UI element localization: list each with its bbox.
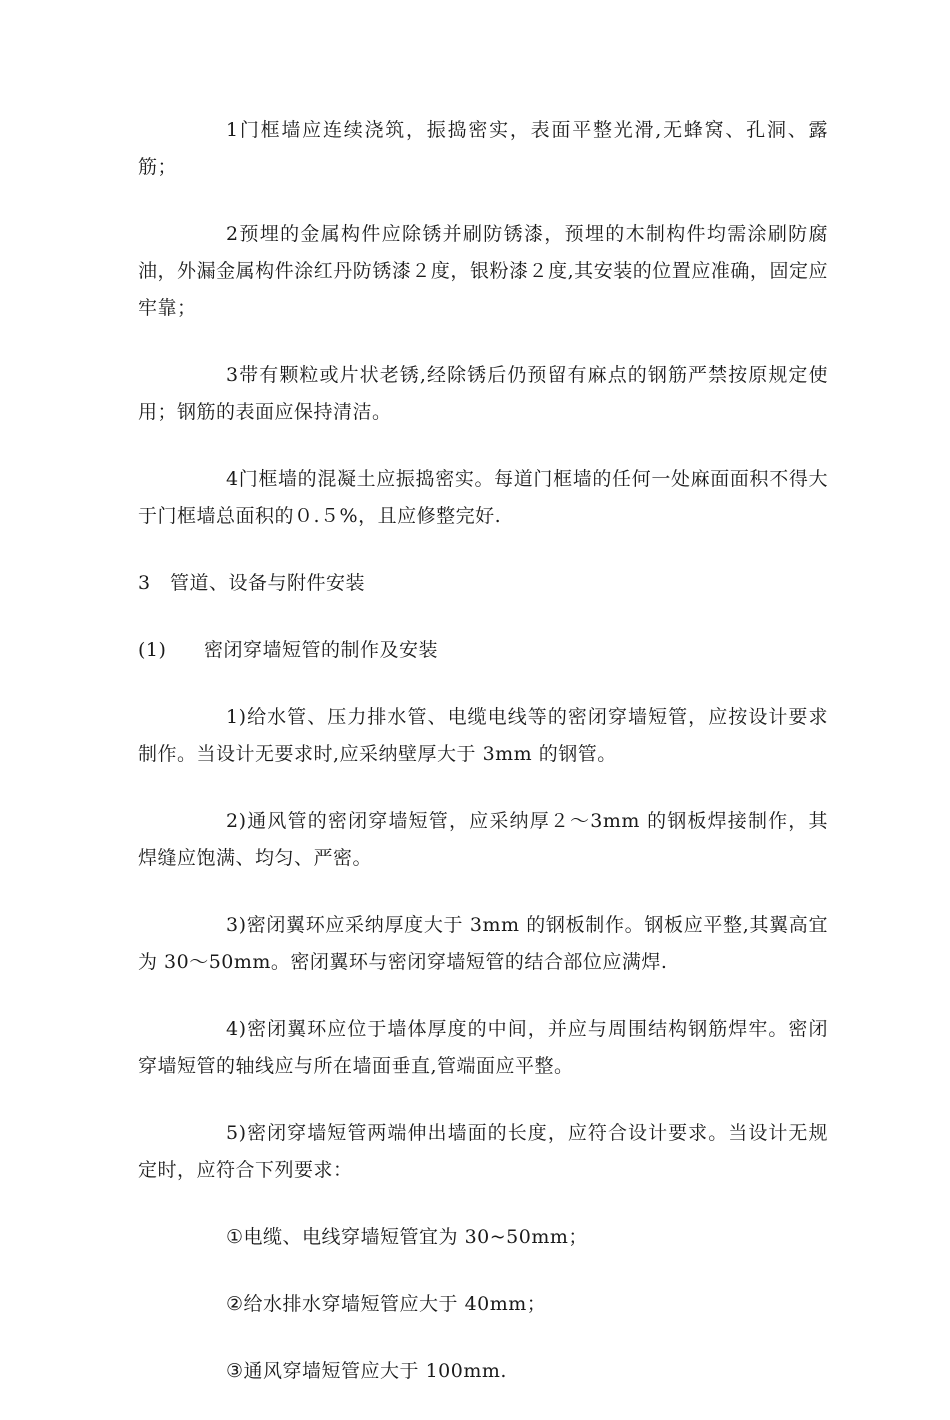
subsection-number: (1) [138,639,167,661]
paragraph-2 [138,216,828,327]
paragraph-number: 1 [226,119,239,141]
list-text: 通风穿墙短管应大于 100mm. [243,1360,507,1382]
paragraph-text: 门框墙的混凝土应振捣密实。每道门框墙的任何一处麻面面积不得大于门框墙总面积的０.５%，且应修整完好. [138,468,828,527]
page-content [138,112,828,1420]
item-number: 3) [226,914,247,936]
subsection-title: 密闭穿墙短管的制作及安装 [204,639,439,661]
item-text: 给水管、压力排水管、电缆电线等的密闭穿墙短管，应按设计要求制作。当设计无要求时,应采纳壁厚大于 3mm 的钢管。 [138,706,828,765]
list-marker: ① [226,1226,244,1248]
subsection-heading [138,632,828,669]
paragraph-text: 带有颗粒或片状老锈,经除锈后仍预留有麻点的钢筋严禁按原规定使用；钢筋的表面应保持清洁。 [138,364,828,423]
item-2 [138,803,828,877]
item-number: 1) [226,706,247,728]
item-number: 5) [226,1122,247,1144]
list-text: 给水排水穿墙短管应大于 40mm； [243,1293,547,1315]
item-number: 2) [226,810,247,832]
item-text: 密闭翼环应位于墙体厚度的中间，并应与周围结构钢筋焊牢。密闭穿墙短管的轴线应与所在墙面垂直,管端面应平整。 [138,1018,828,1077]
list-item-1 [138,1219,828,1256]
item-4 [138,1011,828,1085]
paragraph-text: 门框墙应连续浇筑，振捣密实，表面平整光滑,无蜂窝、孔洞、露筋； [138,119,828,178]
item-text: 密闭穿墙短管两端伸出墙面的长度，应符合设计要求。当设计无规定时，应符合下列要求： [138,1122,828,1181]
list-item-3 [138,1353,828,1390]
section-title: 管道、设备与附件安装 [170,572,366,594]
paragraph-number: 2 [226,223,239,245]
list-marker: ③ [226,1360,244,1382]
paragraph-number: 3 [226,364,239,386]
item-5 [138,1115,828,1189]
item-number: 4) [226,1018,247,1040]
section-heading [138,565,828,602]
section-number: 3 [138,572,151,594]
paragraph-1 [138,112,828,186]
item-text: 密闭翼环应采纳厚度大于 3mm 的钢板制作。钢板应平整,其翼高宜为 30～50mm。密闭翼环与密闭穿墙短管的结合部位应满焊. [138,914,828,973]
list-item-2 [138,1286,828,1323]
paragraph-4 [138,461,828,535]
paragraph-number: 4 [226,468,239,490]
paragraph-3 [138,357,828,431]
item-3 [138,907,828,981]
paragraph-text: 预埋的金属构件应除锈并刷防锈漆，预埋的木制构件均需涂刷防腐油，外漏金属构件涂红丹防锈漆２度，银粉漆２度,其安装的位置应准确，固定应牢靠； [138,223,828,319]
item-1 [138,699,828,773]
item-text: 通风管的密闭穿墙短管，应采纳厚２～3mm 的钢板焊接制作，其焊缝应饱满、均匀、严密。 [138,810,828,869]
list-marker: ② [226,1293,244,1315]
list-text: 电缆、电线穿墙短管宜为 30~50mm； [243,1226,588,1248]
